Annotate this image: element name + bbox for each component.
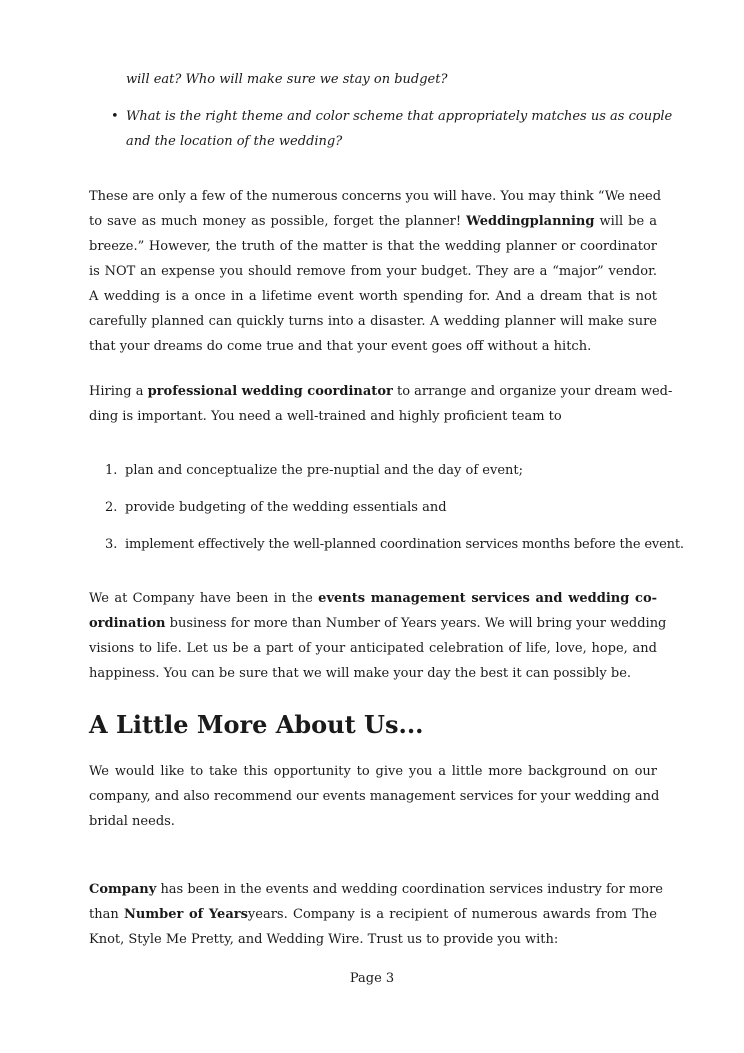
- paragraph-line: ding is important. You need a well-trained and highly proficient team to: [89, 409, 562, 424]
- paragraph-line: to save as much money as possible, forget the planner! Weddingplanning will be a: [89, 214, 657, 229]
- bullet-marker: •: [111, 109, 119, 124]
- paragraph-line: company, and also recommend our events management services for your wedding and: [89, 789, 660, 804]
- enum-number: 1.: [105, 463, 118, 478]
- paragraph-line: that your dreams do come true and that your event goes off without a hitch.: [89, 339, 592, 354]
- page-number: Page 3: [349, 971, 395, 986]
- bold-term: events management services and wedding co-: [318, 591, 658, 606]
- paragraph-line: Company has been in the events and wedding coordination services industry for more: [89, 882, 664, 897]
- paragraph-line: We at Company have been in the events management services and wedding co-: [89, 591, 658, 606]
- paragraph-line: Knot, Style Me Pretty, and Wedding Wire. Trust us to provide you with:: [89, 932, 559, 947]
- paragraph-line: ordination business for more than Number of Years years. We will bring your wedding: [89, 616, 667, 631]
- enum-number: 2.: [105, 500, 118, 515]
- bullet-item-continued: will eat? Who will make sure we stay on budget?: [126, 72, 448, 87]
- paragraph-line: breeze.” However, the truth of the matter is that the wedding planner or coordinator: [89, 239, 657, 254]
- bullet-item-line: and the location of the wedding?: [126, 134, 343, 149]
- bold-term: Weddingplanning: [466, 214, 595, 229]
- bold-term: Number of Years: [124, 907, 248, 922]
- paragraph-line: These are only a few of the numerous concerns you will have. You may think “We need: [89, 189, 662, 204]
- paragraph-line: A wedding is a once in a lifetime event worth spending for. And a dream that is not: [89, 289, 657, 304]
- paragraph-line: happiness. You can be sure that we will make your day the best it can possibly be.: [89, 666, 632, 681]
- paragraph-line: Hiring a professional wedding coordinator to arrange and organize your dream wed-: [89, 384, 673, 399]
- enum-number: 3.: [105, 537, 118, 552]
- enum-item: plan and conceptualize the pre-nuptial and the day of event;: [125, 463, 523, 478]
- paragraph-line: We would like to take this opportunity to give you a little more background on our: [89, 764, 657, 779]
- paragraph-line: is NOT an expense you should remove from your budget. They are a “major” vendor.: [89, 264, 657, 279]
- paragraph-line: bridal needs.: [89, 814, 175, 829]
- section-heading: A Little More About Us...: [89, 710, 424, 739]
- enum-item: provide budgeting of the wedding essentials and: [125, 500, 447, 515]
- bullet-item-line: What is the right theme and color scheme that appropriately matches us as couple: [126, 109, 673, 124]
- enum-item: implement effectively the well-planned coordination services months before the event.: [125, 537, 684, 552]
- bold-term: professional wedding coordinator: [147, 384, 393, 399]
- bold-term: ordination: [89, 616, 166, 631]
- paragraph-line: visions to life. Let us be a part of your anticipated celebration of life, love, hope, and: [89, 641, 657, 656]
- bold-term: Company: [89, 882, 157, 897]
- paragraph-line: carefully planned can quickly turns into a disaster. A wedding planner will make sure: [89, 314, 657, 329]
- paragraph-line: than Number of Yearsyears. Company is a recipient of numerous awards from The: [89, 907, 657, 922]
